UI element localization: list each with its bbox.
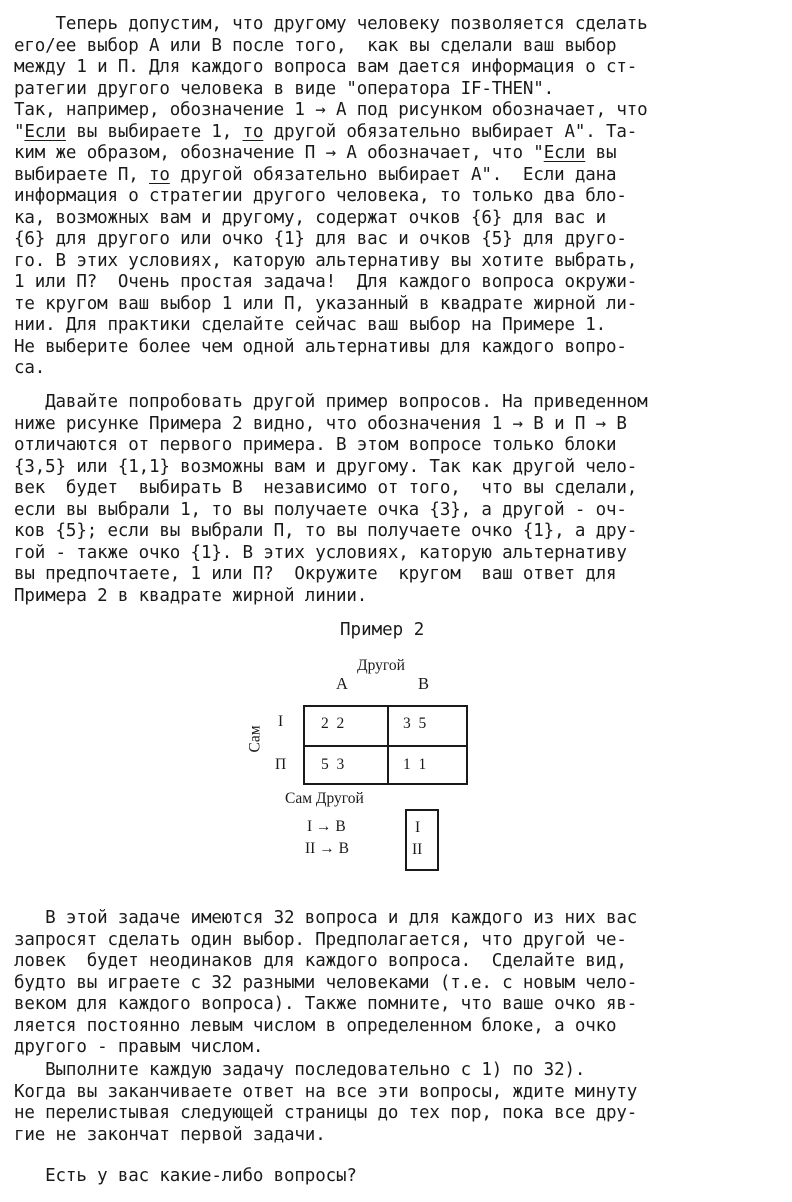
column-b-label: B bbox=[418, 674, 430, 693]
underlined-word: Если bbox=[24, 121, 66, 142]
payoff-cell-row1-colB: 3 5 bbox=[403, 715, 427, 732]
matrix-divider-horizontal bbox=[305, 745, 466, 747]
text-line: выбираете П, то другой обязательно выбирает А". Если дана bbox=[14, 164, 617, 185]
row-1-label: I bbox=[278, 713, 284, 730]
text-line: не перелистывая следующей страницы до тех пор, пока все дру- bbox=[14, 1103, 638, 1123]
text-line: ка, возможных вам и другому, содержат очков {6} для вас и bbox=[14, 207, 606, 228]
choice-box bbox=[405, 809, 439, 871]
payoff-cell-row2-colB: 1 1 bbox=[403, 756, 427, 773]
column-a-label: A bbox=[336, 674, 348, 693]
text-line: са. bbox=[14, 358, 46, 378]
payoff-matrix bbox=[303, 705, 468, 785]
text-line: "Если вы выбираете 1, то другой обязательно выбирает А". Та- bbox=[14, 121, 638, 142]
text-line: В этой задаче имеются 32 вопроса и для каждого из них вас bbox=[14, 908, 638, 928]
text-line: 1 или П? Очень простая задача! Для каждого вопроса окружи- bbox=[14, 272, 638, 292]
underlined-word: то bbox=[149, 164, 170, 185]
text-line: Примера 2 в квадрате жирной линии. bbox=[14, 585, 368, 606]
text-line: Так, например, обозначение 1 → А под рисунком обозначает, что bbox=[14, 100, 648, 120]
payoff-cell-row1-colA: 2 2 bbox=[321, 715, 345, 732]
text-line: ратегии другого человека в виде "оператора IF-THEN". bbox=[14, 78, 555, 99]
row-2-label: П bbox=[275, 756, 287, 773]
text-line: Выполните каждую задачу последовательно с 1) по 32). bbox=[14, 1060, 586, 1080]
strategy-rule-2: II → B bbox=[305, 840, 349, 857]
text-line: будто вы играете с 32 разными человеками (т.е. с новым чело- bbox=[14, 972, 638, 993]
other-player-label: Другой bbox=[357, 657, 405, 674]
self-player-label: Сам bbox=[246, 725, 264, 753]
text-line: веком для каждого вопроса). Также помните, что ваше очко яв- bbox=[14, 994, 638, 1014]
text-line: Есть у вас какие-либо вопросы? bbox=[14, 1166, 357, 1186]
choice-option-2[interactable]: II bbox=[412, 841, 423, 858]
text-line: Давайте попробовать другой пример вопросов. На приведенном bbox=[14, 392, 648, 412]
text-line: {3,5} или {1,1} возможны вам и другому. Так как другой чело- bbox=[14, 456, 638, 477]
text-line: ляется постоянно левым числом в определенном блоке, а очко bbox=[14, 1015, 617, 1036]
underlined-word: Если bbox=[543, 143, 586, 163]
choice-option-1[interactable]: I bbox=[415, 819, 421, 836]
underlined-word: то bbox=[242, 121, 264, 142]
text-line: информация о стратегии другого человека, то только два бло- bbox=[14, 186, 627, 206]
text-line: гие не закончат первой задачи. bbox=[14, 1124, 326, 1145]
example-explanation-paragraph bbox=[14, 392, 784, 607]
example-title: Пример 2 bbox=[340, 620, 425, 640]
text-line: запросят сделать один выбор. Предполагается, что другой че- bbox=[14, 929, 627, 950]
text-line: другого - правым числом. bbox=[14, 1037, 264, 1057]
text-line: если вы выбрали 1, то вы получаете очка {3}, а другой - оч- bbox=[14, 499, 627, 520]
payoff-cell-row2-colA: 5 3 bbox=[321, 756, 345, 773]
text-line: ков {5}; если вы выбрали П, то вы получаете очко {1}, а дру- bbox=[14, 521, 638, 541]
text-line: ловек будет неодинаков для каждого вопроса. Сделайте вид, bbox=[14, 951, 627, 971]
text-line: те кругом ваш выбор 1 или П, указанный в квадрате жирной ли- bbox=[14, 293, 638, 314]
task-description-paragraph bbox=[14, 908, 784, 1059]
text-line: ким же образом, обозначение П → А обозначает, что "Если вы bbox=[14, 143, 617, 163]
text-line: нии. Для практики сделайте сейчас ваш выбор на Примере 1. bbox=[14, 315, 606, 335]
strategy-rule-1: I → B bbox=[307, 818, 346, 835]
text-line: {6} для другого или очко {1} для вас и очков {5} для друго- bbox=[14, 229, 627, 249]
text-line: отличаются от первого примера. В этом вопросе только блоки bbox=[14, 435, 617, 455]
text-line: век будет выбирать В независимо от того, что вы сделали, bbox=[14, 478, 638, 498]
text-line: ниже рисунке Примера 2 видно, что обозначения 1 → В и П → В bbox=[14, 413, 627, 434]
text-line: его/ее выбор А или В после того, как вы сделали ваш выбор bbox=[14, 35, 617, 56]
text-line: Не выберите более чем одной альтернативы для каждого вопро- bbox=[14, 336, 627, 357]
instructions-paragraph bbox=[14, 1060, 784, 1146]
strategy-header: Сам Другой bbox=[285, 790, 364, 807]
intro-paragraph bbox=[14, 14, 784, 380]
text-line: гой - также очко {1}. В этих условиях, каторую альтернативу bbox=[14, 542, 627, 563]
text-line: го. В этих условиях, каторую альтернативу вы хотите выбрать, bbox=[14, 250, 638, 271]
text-line: между 1 и П. Для каждого вопроса вам дается информация о ст- bbox=[14, 57, 638, 77]
text-line: Когда вы заканчиваете ответ на все эти вопросы, ждите минуту bbox=[14, 1081, 638, 1102]
text-line: Теперь допустим, что другому человеку позволяется сделать bbox=[14, 14, 648, 34]
text-line: вы предпочтаете, 1 или П? Окружите кругом ваш ответ для bbox=[14, 564, 617, 584]
questions-prompt bbox=[14, 1166, 784, 1188]
